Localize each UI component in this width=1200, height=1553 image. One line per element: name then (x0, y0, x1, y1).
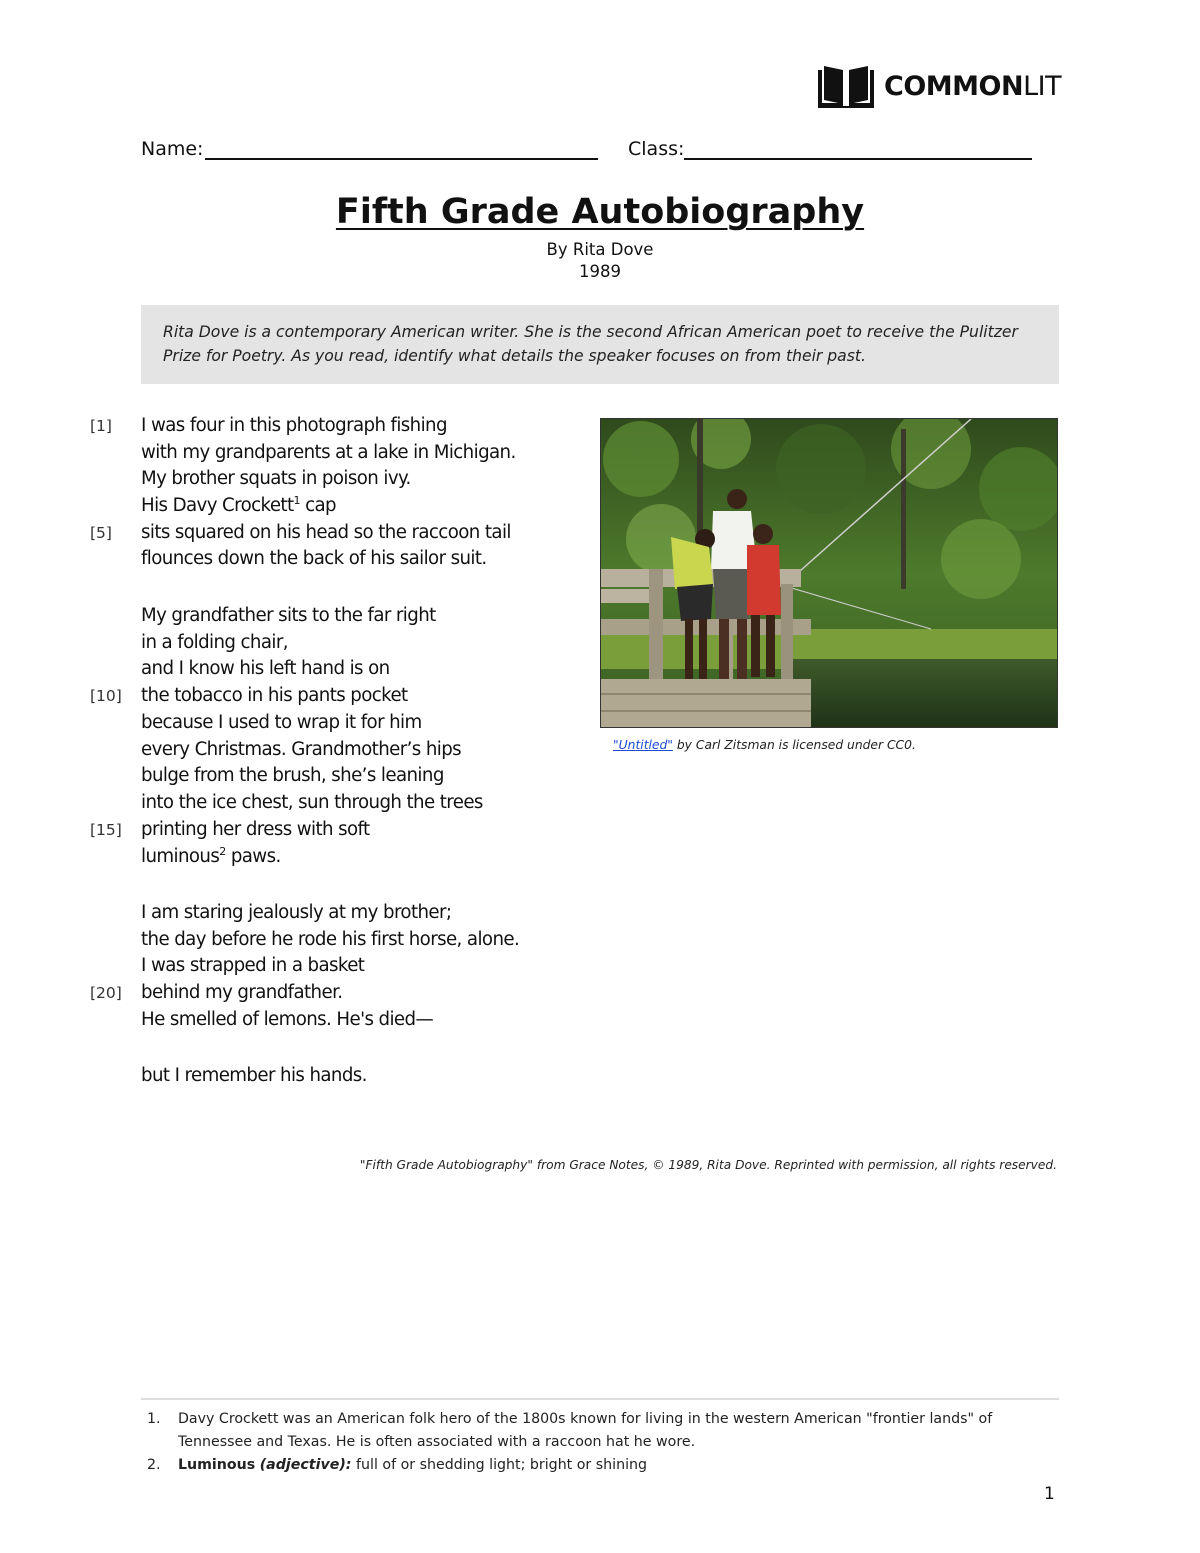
poem-line: He smelled of lemons. He's died— (141, 1009, 434, 1030)
footnote-divider (141, 1398, 1059, 1400)
footnote-number: 1. (147, 1411, 161, 1427)
open-book-icon (818, 64, 874, 108)
poem-line: I was strapped in a basket (141, 955, 365, 976)
poem-line: My grandfather sits to the far right (141, 605, 436, 626)
intro-text: Rita Dove is a contemporary American writer. She is the second African American poet to receive the Pulitzer Prize for Poetry. As you read, identify what details the speaker focuses on from their past. (163, 323, 1018, 365)
line-number: [10] (90, 687, 122, 705)
footnote-mark[interactable]: 2 (219, 845, 226, 858)
photo-source-link[interactable]: "Untitled" (613, 738, 673, 752)
line-number: [1] (90, 417, 112, 435)
poem-line: but I remember his hands. (141, 1065, 367, 1086)
photo-illustration (601, 419, 1057, 727)
class-field[interactable] (684, 158, 1032, 160)
line-number: [20] (90, 984, 122, 1002)
brand-name: COMMONLIT (884, 70, 1062, 102)
poem-line: His Davy Crockett$^1$ cap (141, 494, 336, 516)
publication-year: 1989 (579, 262, 621, 281)
poem-line: because I used to wrap it for him (141, 712, 422, 733)
poem-line: I am staring jealously at my brother; (141, 902, 452, 923)
commonlit-logo (818, 64, 1068, 108)
poem-line: bulge from the brush, she’s leaning (141, 765, 444, 786)
poem-line: I was four in this photograph fishing (141, 415, 447, 436)
poem-line: with my grandparents at a lake in Michigan. (141, 442, 516, 463)
line-number: [15] (90, 821, 122, 839)
footnote-number: 2. (147, 1457, 161, 1473)
permission-credit: "Fifth Grade Autobiography" from Grace Notes, © 1989, Rita Dove. Reprinted with permission, all rights reserved. (359, 1158, 1057, 1172)
page-number: 1 (1044, 1484, 1055, 1504)
poem-line: the day before he rode his first horse, alone. (141, 929, 520, 950)
poem-line: luminous$^2$ paws. (141, 845, 281, 867)
photo-caption: "Untitled" by Carl Zitsman is licensed under CC0. (613, 738, 916, 752)
line-number: [5] (90, 524, 112, 542)
poem-line: My brother squats in poison ivy. (141, 468, 411, 489)
fishing-photo (600, 418, 1058, 728)
poem-line: the tobacco in his pants pocket (141, 685, 408, 706)
author-byline: By Rita Dove (546, 240, 654, 259)
name-label: Name: (141, 138, 204, 160)
footnote-mark[interactable]: 1 (293, 494, 300, 507)
footnote-text: Davy Crockett was an American folk hero of the 1800s known for living in the western American "frontier lands" of Tennessee and Texas. He is often associated with a raccoon hat he wore. (178, 1411, 993, 1450)
poem-line: and I know his left hand is on (141, 658, 390, 679)
intro-box (141, 305, 1059, 384)
poem-line: sits squared on his head so the raccoon tail (141, 522, 511, 543)
poem-line: in a folding chair, (141, 632, 288, 653)
page-title: Fifth Grade Autobiography (335, 192, 865, 232)
footnote-text: Luminous (adjective): full of or shedding light; bright or shining (178, 1457, 648, 1473)
poem-line: into the ice chest, sun through the trees (141, 792, 483, 813)
class-label: Class: (628, 138, 685, 160)
poem-line: every Christmas. Grandmother’s hips (141, 739, 462, 760)
poem-line: printing her dress with soft (141, 819, 370, 840)
name-field[interactable] (205, 158, 598, 160)
poem-line: flounces down the back of his sailor suit. (141, 548, 487, 569)
poem-line: behind my grandfather. (141, 982, 343, 1003)
